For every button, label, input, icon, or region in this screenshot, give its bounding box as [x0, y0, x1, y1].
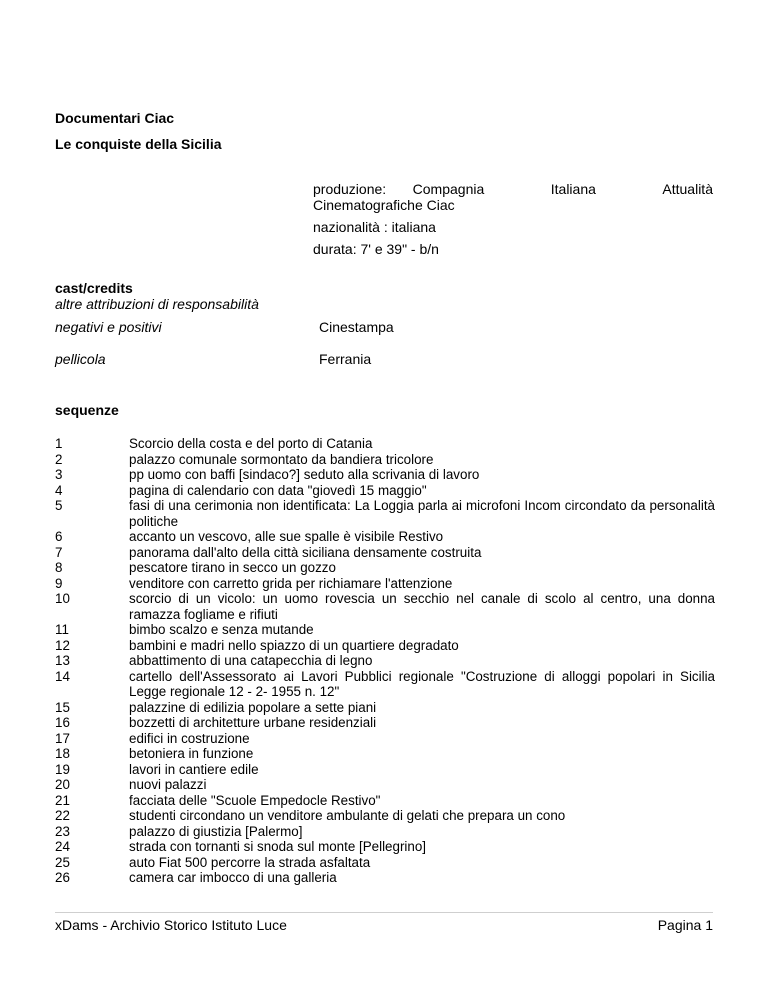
sequence-item — [55, 576, 715, 592]
sequence-item — [55, 591, 715, 622]
sequence-description: camera car imbocco di una galleria — [129, 870, 337, 885]
sequence-description: strada con tornanti si snoda sul monte [Pellegrino] — [129, 839, 426, 854]
sequence-number: 22 — [55, 808, 70, 823]
credits-heading-block — [55, 280, 259, 312]
sequence-number: 23 — [55, 823, 70, 839]
production-word: Italiana — [550, 181, 596, 197]
sequence-item — [55, 700, 715, 716]
sequence-number: 9 — [55, 575, 63, 591]
sequence-description: edifici in costruzione — [129, 730, 250, 746]
sequence-description: palazzo comunale sormontato da bandiera tricolore — [129, 451, 434, 467]
production-block — [313, 181, 713, 263]
credit-key: pellicola — [55, 351, 106, 367]
sequence-number: 26 — [55, 870, 70, 885]
sequence-description: pp uomo con baffi [sindaco?] seduto alla scrivania di lavoro — [129, 467, 480, 482]
sequence-number: 15 — [55, 699, 70, 715]
sequence-number: 16 — [55, 715, 70, 730]
sequence-number: 14 — [55, 668, 70, 684]
sequence-description: bimbo scalzo e senza mutande — [129, 622, 314, 637]
production-line-2: Cinematografiche Ciac — [313, 197, 455, 213]
sequence-description: palazzo di giustizia [Palermo] — [129, 823, 303, 839]
sequence-item — [55, 560, 715, 576]
sequence-number: 8 — [55, 560, 63, 575]
sequence-description: studenti circondano un venditore ambulante di gelati che prepara un cono — [129, 808, 566, 823]
sequence-item — [55, 529, 715, 545]
sequence-item — [55, 653, 715, 669]
sequence-number: 12 — [55, 637, 70, 653]
sequence-number: 25 — [55, 854, 70, 870]
footer-source: xDams - Archivio Storico Istituto Luce — [55, 917, 287, 933]
sequence-item — [55, 870, 715, 886]
duration-field: durata: 7' e 39" - b/n — [313, 241, 439, 257]
sequence-description: fasi di una cerimonia non identificata: La Loggia parla ai microfoni Incom circondato da personalità politiche — [129, 498, 715, 529]
sequence-description: scorcio di un vicolo: un uomo rovescia un secchio nel canale di scolo al centro, una donna ramazza fogliame e rifiuti — [129, 591, 715, 622]
credits-heading: cast/credits — [55, 280, 133, 296]
sequence-description: nuovi palazzi — [129, 777, 207, 792]
sequence-item — [55, 669, 715, 700]
sequence-number: 1 — [55, 436, 63, 451]
sequence-item — [55, 808, 715, 824]
sequence-item — [55, 452, 715, 468]
sequence-description: panorama dall'alto della città siciliana densamente costruita — [129, 544, 482, 560]
sequence-description: accanto un vescovo, alle sue spalle è visibile Restivo — [129, 529, 444, 544]
sequence-item — [55, 824, 715, 840]
sequence-item — [55, 762, 715, 778]
production-field — [313, 181, 713, 213]
sequence-number: 11 — [55, 622, 69, 637]
sequence-description: pagina di calendario con data "giovedì 15 maggio" — [129, 482, 427, 498]
sequence-number: 4 — [55, 482, 63, 498]
sequence-item — [55, 731, 715, 747]
production-label: produzione: — [313, 181, 387, 197]
sequence-description: palazzine di edilizia popolare a sette piani — [129, 699, 377, 715]
sequence-number: 20 — [55, 777, 70, 792]
production-word: Attualità — [662, 181, 713, 197]
nationality-field: nazionalità : italiana — [313, 219, 436, 235]
sequence-list — [55, 436, 715, 886]
credit-value: Cinestampa — [319, 319, 394, 335]
sequence-description: betoniera in funzione — [129, 746, 254, 761]
sequence-number: 10 — [55, 591, 70, 606]
sequence-item — [55, 777, 715, 793]
sequence-description: auto Fiat 500 percorre la strada asfaltata — [129, 854, 371, 870]
document-title: Documentari Ciac — [55, 110, 175, 126]
sequence-description: bozzetti di architetture urbane residenziali — [129, 715, 377, 730]
footer-divider — [55, 912, 713, 913]
sequence-description: cartello dell'Assessorato ai Lavori Pubblici regionale "Costruzione di alloggi popolari in Sicilia Legge regionale 12 - 2- 1955 n. 12" — [129, 668, 715, 699]
sequence-item — [55, 545, 715, 561]
sequence-item — [55, 498, 715, 529]
sequence-description: Scorcio della costa e del porto di Catania — [129, 436, 373, 451]
sequences-heading: sequenze — [55, 402, 119, 418]
sequence-description: pescatore tirano in secco un gozzo — [129, 560, 336, 575]
sequence-number: 3 — [55, 467, 63, 482]
sequence-item — [55, 467, 715, 483]
credit-value: Ferrania — [319, 351, 372, 367]
sequence-number: 19 — [55, 761, 70, 777]
sequence-number: 24 — [55, 839, 70, 854]
sequence-description: lavori in cantiere edile — [129, 761, 259, 777]
sequence-item — [55, 622, 715, 638]
sequence-number: 2 — [55, 451, 63, 467]
sequence-item — [55, 715, 715, 731]
sequence-number: 5 — [55, 498, 63, 513]
page-number: Pagina 1 — [657, 917, 713, 933]
sequence-description: venditore con carretto grida per richiamare l'attenzione — [129, 575, 453, 591]
sequence-number: 7 — [55, 544, 63, 560]
sequence-item — [55, 638, 715, 654]
sequence-number: 6 — [55, 529, 63, 544]
sequence-item — [55, 839, 715, 855]
production-word: Compagnia — [412, 181, 485, 197]
sequence-item — [55, 436, 715, 452]
sequence-number: 13 — [55, 653, 70, 668]
sequence-item — [55, 746, 715, 762]
sequence-item — [55, 793, 715, 809]
credits-subheading: altre attribuzioni di responsabilità — [55, 296, 259, 312]
sequence-number: 18 — [55, 746, 70, 761]
document-subtitle: Le conquiste della Sicilia — [55, 136, 222, 152]
credit-key: negativi e positivi — [55, 319, 162, 335]
sequence-number: 21 — [55, 792, 70, 808]
sequence-item — [55, 483, 715, 499]
sequence-description: bambini e madri nello spiazzo di un quartiere degradato — [129, 637, 459, 653]
sequence-number: 17 — [55, 730, 70, 746]
sequence-description: facciata delle "Scuole Empedocle Restivo" — [129, 792, 381, 808]
sequence-item — [55, 855, 715, 871]
sequence-description: abbattimento di una catapecchia di legno — [129, 653, 373, 668]
